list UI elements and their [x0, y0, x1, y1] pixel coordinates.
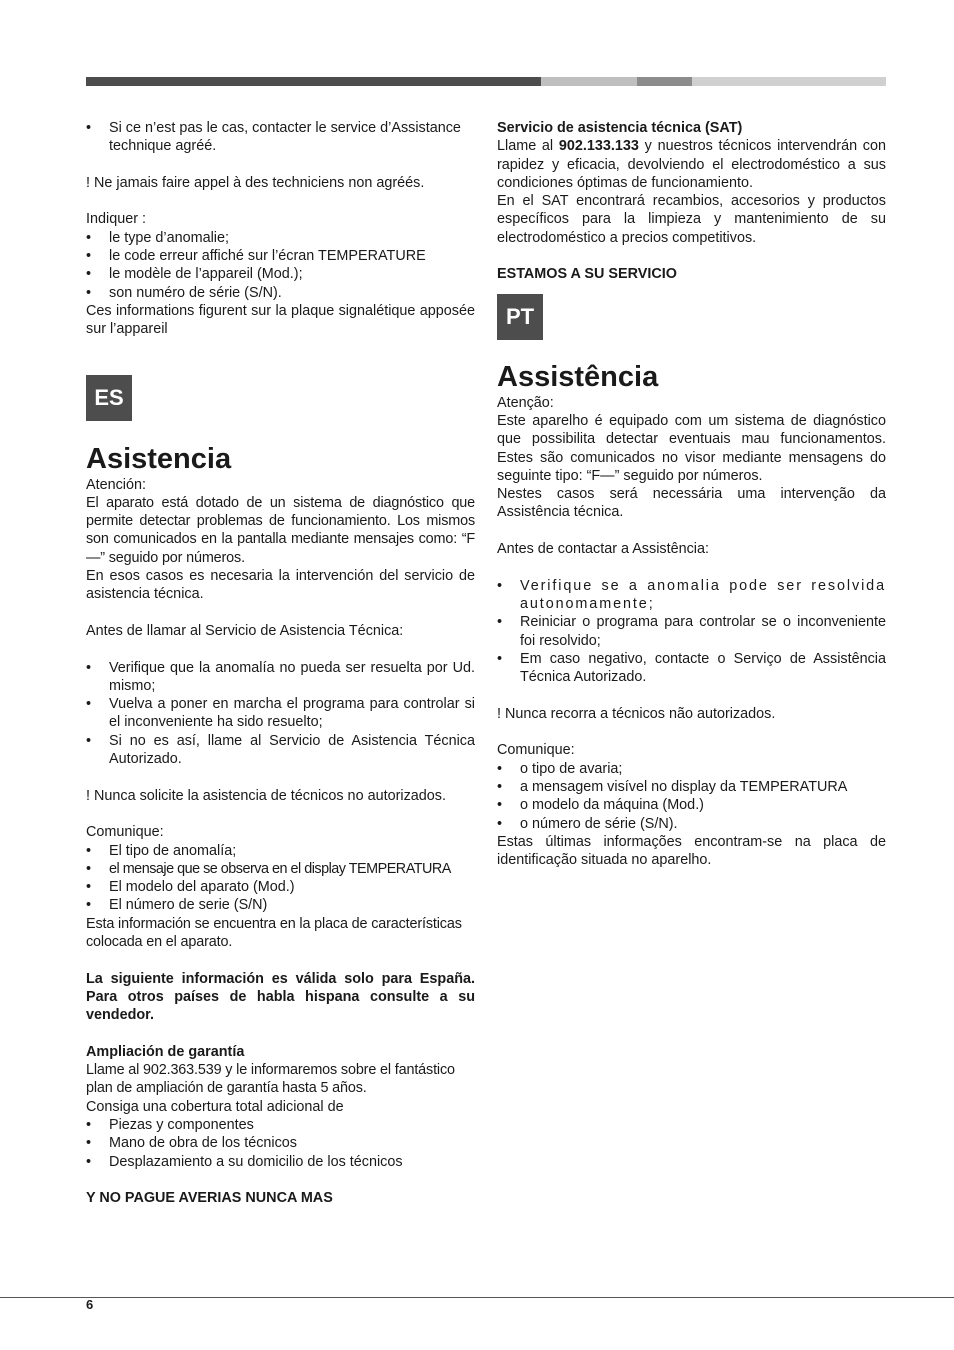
list-item: • o número de série (S/N). — [497, 815, 886, 833]
es-intro: El aparato está dotado de un sistema de diagnóstico que permite detectar problemas de funcionamiento. Los mismos son comunicados en la pantalla mediante mensajes como: “F—” seguido por números. — [86, 494, 475, 566]
header-bar-segment-dark — [86, 77, 541, 86]
list-item: • Reiniciar o programa para controlar se o inconveniente foi resolvido; — [497, 613, 886, 650]
list-item: • El número de serie (S/N) — [86, 896, 475, 914]
page-number: 6 — [86, 1297, 94, 1312]
es-attention: Atención: — [86, 476, 147, 493]
list-item: • El modelo del aparato (Mod.) — [86, 878, 475, 896]
es-communicate: Comunique: — [86, 824, 164, 841]
list-item: • le modèle de l’appareil (Mod.); — [86, 265, 475, 283]
es-before-call: Antes de llamar al Servicio de Asistencia Técnica: — [86, 622, 404, 639]
footer-divider — [0, 1297, 954, 1298]
fr-note: Ces informations figurent sur la plaque signalétique apposée sur l’appareil — [86, 302, 475, 338]
es-intro-2: En esos casos es necesaria la intervención del servicio de asistencia técnica. — [86, 568, 475, 603]
fr-warning: ! Ne jamais faire appel à des techniciens non agréés. — [86, 174, 425, 191]
fr-bullet-list — [86, 119, 475, 156]
list-item: • Piezas y componentes — [86, 1116, 475, 1134]
es-sat-title: Servicio de asistencia técnica (SAT) — [497, 120, 743, 136]
pt-warning: ! Nunca recorra a técnicos não autorizados. — [497, 705, 776, 722]
list-item: • le type d’anomalie; — [86, 229, 475, 247]
list-item: • le code erreur affiché sur l’écran TEMPERATURE — [86, 247, 475, 265]
list-item: • a mensagem visível no display da TEMPERATURA — [497, 778, 886, 796]
list-item: • Si ce n’est pas le cas, contacter le service d’Assistance technique agréé. — [86, 119, 475, 156]
pt-checks-list — [497, 577, 886, 687]
list-item: • Si no es así, llame al Servicio de Asistencia Técnica Autorizado. — [86, 732, 475, 769]
list-item: • El tipo de anomalía; — [86, 842, 475, 860]
list-item: • Vuelva a poner en marcha el programa para controlar si el inconveniente ha sido resuelto; — [86, 695, 475, 732]
es-section-title: Asistencia — [86, 442, 232, 475]
fr-indicate-label: Indiquer : — [86, 211, 147, 228]
es-coverage-list — [86, 1116, 475, 1171]
right-column — [497, 119, 886, 869]
es-sat-phone: 902.133.133 — [558, 138, 639, 155]
list-item: • o tipo de avaria; — [497, 760, 886, 778]
list-item: • el mensaje que se observa en el display TEMPERATURA — [86, 860, 475, 878]
pt-communicate: Comunique: — [497, 742, 575, 759]
pt-section-title: Assistência — [497, 360, 659, 393]
es-language-badge: ES — [86, 375, 132, 421]
list-item: • Verifique que la anomalía no pueda ser resuelta por Ud. mismo; — [86, 659, 475, 696]
list-item: • o modelo da máquina (Mod.) — [497, 796, 886, 814]
list-item: • Mano de obra de los técnicos — [86, 1134, 475, 1152]
list-item: • Verifique se a anomalia pode ser resolvida autonomamente; — [497, 577, 886, 614]
list-item: • Em caso negativo, contacte o Serviço de Assistência Técnica Autorizado. — [497, 650, 886, 687]
es-sat-text-2: En el SAT encontrará recambios, accesorios y productos específicos para la limpieza y mantenimiento de su electrodoméstico a precios competitivos. — [497, 193, 886, 246]
pt-items-list — [497, 760, 886, 833]
left-column — [86, 119, 475, 1207]
pt-intro-2: Nestes casos será necessária uma intervenção da Assistência técnica. — [497, 486, 886, 521]
header-bar — [86, 77, 886, 86]
es-note: Esta información se encuentra en la placa de características colocada en el aparato. — [86, 915, 462, 950]
es-warranty-title: Ampliación de garantía — [86, 1043, 245, 1060]
pt-before-contact: Antes de contactar a Assistência: — [497, 541, 709, 558]
es-at-service: ESTAMOS A SU SERVICIO — [497, 266, 677, 283]
header-bar-segment-mid — [637, 77, 692, 86]
es-items-list — [86, 842, 475, 915]
es-sat-post: y nuestros técnicos intervendrán con rapidez y eficacia, devolviendo el electrodoméstico a sus condiciones óptimas de funcionamiento. — [497, 138, 887, 191]
header-bar-segment-light — [541, 77, 637, 86]
pt-note: Estas últimas informações encontram-se na placa de identificação situada no aparelho. — [497, 833, 886, 869]
es-warranty-text: Llame al 902.363.539 y le informaremos sobre el fantástico plan de ampliación de garantía hasta 5 años. — [86, 1062, 455, 1097]
es-warning: ! Nunca solicite la asistencia de técnicos no autorizados. — [86, 787, 446, 804]
header-bar-segment-pale — [692, 77, 886, 86]
list-item: • Desplazamiento a su domicilio de los técnicos — [86, 1153, 475, 1171]
es-coverage: Consiga una cobertura total adicional de — [86, 1098, 344, 1115]
es-sat-pre: Llame al — [497, 138, 554, 155]
pt-intro: Este aparelho é equipado com um sistema de diagnóstico que possibilita detectar eventuais mau funcionamentos. Estes são comunicados no visor mediante mensagens do seguinte tipo: “F—” seguido por números. — [497, 412, 886, 484]
es-checks-list — [86, 659, 475, 769]
es-sat-text — [497, 137, 886, 192]
pt-language-badge: PT — [497, 294, 543, 340]
pt-attention: Atenção: — [497, 394, 554, 411]
es-slogan: Y NO PAGUE AVERIAS NUNCA MAS — [86, 1190, 333, 1207]
es-spain-note: La siguiente información es válida solo para España. Para otros países de habla hispana consulte a su vendedor. — [86, 970, 475, 1024]
fr-items-list — [86, 229, 475, 302]
list-item: • son numéro de série (S/N). — [86, 284, 475, 302]
